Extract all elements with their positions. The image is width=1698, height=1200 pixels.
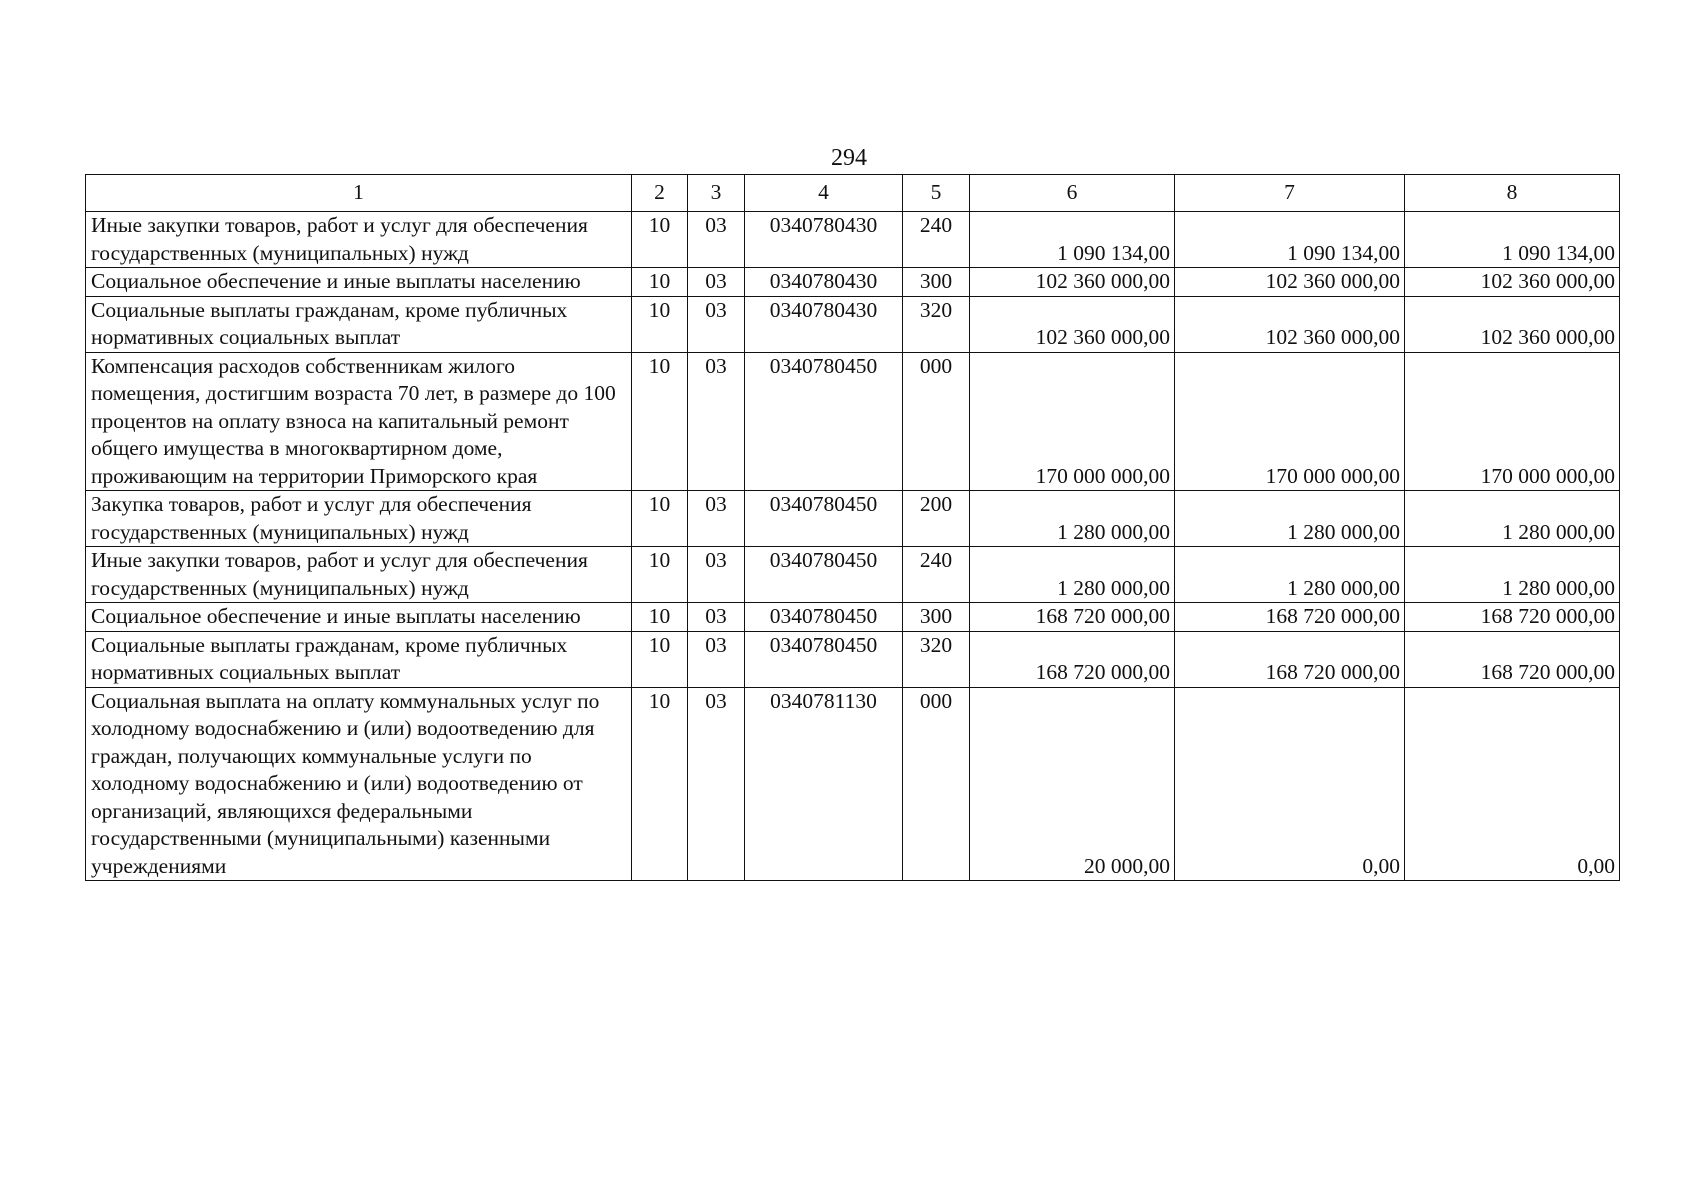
header-cell: 7 (1175, 175, 1405, 212)
table-row (86, 687, 1620, 881)
amount-cell-col6: 1 280 000,00 (970, 491, 1175, 547)
amount-cell-col7: 1 280 000,00 (1175, 547, 1405, 603)
amount-cell-col7: 1 090 134,00 (1175, 212, 1405, 268)
amount-cell-col7: 102 360 000,00 (1175, 268, 1405, 297)
target-article-cell: 0340780450 (745, 603, 903, 632)
subsection-code-cell: 03 (688, 603, 745, 632)
amount-cell-col8: 1 280 000,00 (1405, 491, 1620, 547)
section-code-cell: 10 (632, 603, 688, 632)
row-name-cell: Иные закупки товаров, работ и услуг для обеспечения государственных (муниципальных) нужд (86, 547, 632, 603)
section-code-cell: 10 (632, 687, 688, 881)
expense-type-cell: 320 (903, 296, 970, 352)
section-code-cell: 10 (632, 547, 688, 603)
table-row (86, 547, 1620, 603)
table-row (86, 603, 1620, 632)
amount-cell-col6: 170 000 000,00 (970, 352, 1175, 491)
header-cell: 8 (1405, 175, 1620, 212)
amount-cell-col7: 0,00 (1175, 687, 1405, 881)
expense-type-cell: 300 (903, 603, 970, 632)
amount-cell-col8: 1 090 134,00 (1405, 212, 1620, 268)
expense-type-cell: 240 (903, 547, 970, 603)
section-code-cell: 10 (632, 631, 688, 687)
target-article-cell: 0340780430 (745, 296, 903, 352)
budget-table (85, 174, 1620, 881)
amount-cell-col8: 102 360 000,00 (1405, 268, 1620, 297)
amount-cell-col8: 168 720 000,00 (1405, 603, 1620, 632)
amount-cell-col6: 102 360 000,00 (970, 268, 1175, 297)
target-article-cell: 0340780430 (745, 212, 903, 268)
table-row (86, 491, 1620, 547)
table-row (86, 631, 1620, 687)
amount-cell-col6: 168 720 000,00 (970, 603, 1175, 632)
row-name-cell: Иные закупки товаров, работ и услуг для обеспечения государственных (муниципальных) нужд (86, 212, 632, 268)
amount-cell-col6: 1 090 134,00 (970, 212, 1175, 268)
header-cell: 1 (86, 175, 632, 212)
amount-cell-col8: 102 360 000,00 (1405, 296, 1620, 352)
row-name-cell: Закупка товаров, работ и услуг для обеспечения государственных (муниципальных) нужд (86, 491, 632, 547)
amount-cell-col6: 1 280 000,00 (970, 547, 1175, 603)
amount-cell-col8: 0,00 (1405, 687, 1620, 881)
row-name-cell: Компенсация расходов собственникам жилого помещения, достигшим возраста 70 лет, в размере до 100 процентов на оплату взноса на капитальный ремонт общего имущества в многоквартирном доме, проживающим на территории Приморского края (86, 352, 632, 491)
amount-cell-col7: 170 000 000,00 (1175, 352, 1405, 491)
expense-type-cell: 240 (903, 212, 970, 268)
subsection-code-cell: 03 (688, 268, 745, 297)
amount-cell-col8: 168 720 000,00 (1405, 631, 1620, 687)
target-article-cell: 0340781130 (745, 687, 903, 881)
subsection-code-cell: 03 (688, 631, 745, 687)
expense-type-cell: 000 (903, 687, 970, 881)
target-article-cell: 0340780430 (745, 268, 903, 297)
row-name-cell: Социальные выплаты гражданам, кроме публичных нормативных социальных выплат (86, 631, 632, 687)
header-cell: 3 (688, 175, 745, 212)
amount-cell-col7: 1 280 000,00 (1175, 491, 1405, 547)
target-article-cell: 0340780450 (745, 547, 903, 603)
header-cell: 5 (903, 175, 970, 212)
expense-type-cell: 200 (903, 491, 970, 547)
amount-cell-col8: 170 000 000,00 (1405, 352, 1620, 491)
expense-type-cell: 320 (903, 631, 970, 687)
row-name-cell: Социальное обеспечение и иные выплаты населению (86, 268, 632, 297)
expense-type-cell: 000 (903, 352, 970, 491)
header-cell: 6 (970, 175, 1175, 212)
subsection-code-cell: 03 (688, 212, 745, 268)
amount-cell-col6: 102 360 000,00 (970, 296, 1175, 352)
subsection-code-cell: 03 (688, 491, 745, 547)
row-name-cell: Социальные выплаты гражданам, кроме публичных нормативных социальных выплат (86, 296, 632, 352)
header-cell: 4 (745, 175, 903, 212)
section-code-cell: 10 (632, 491, 688, 547)
row-name-cell: Социальное обеспечение и иные выплаты населению (86, 603, 632, 632)
subsection-code-cell: 03 (688, 687, 745, 881)
table-row (86, 296, 1620, 352)
row-name-cell: Социальная выплата на оплату коммунальных услуг по холодному водоснабжению и (или) водоотведению для граждан, получающих коммунальные услуги по холодному водоснабжению и (или) водоотведению от организаций, являющихся федеральными государственными (муниципальными) казенными учреждениями (86, 687, 632, 881)
target-article-cell: 0340780450 (745, 352, 903, 491)
amount-cell-col6: 20 000,00 (970, 687, 1175, 881)
amount-cell-col7: 102 360 000,00 (1175, 296, 1405, 352)
table-row (86, 268, 1620, 297)
target-article-cell: 0340780450 (745, 631, 903, 687)
table-header-row (86, 175, 1620, 212)
section-code-cell: 10 (632, 268, 688, 297)
amount-cell-col7: 168 720 000,00 (1175, 603, 1405, 632)
amount-cell-col7: 168 720 000,00 (1175, 631, 1405, 687)
table-row (86, 352, 1620, 491)
subsection-code-cell: 03 (688, 547, 745, 603)
subsection-code-cell: 03 (688, 352, 745, 491)
section-code-cell: 10 (632, 296, 688, 352)
section-code-cell: 10 (632, 212, 688, 268)
page-number: 294 (831, 145, 867, 171)
expense-type-cell: 300 (903, 268, 970, 297)
amount-cell-col8: 1 280 000,00 (1405, 547, 1620, 603)
section-code-cell: 10 (632, 352, 688, 491)
target-article-cell: 0340780450 (745, 491, 903, 547)
subsection-code-cell: 03 (688, 296, 745, 352)
amount-cell-col6: 168 720 000,00 (970, 631, 1175, 687)
table-row (86, 212, 1620, 268)
header-cell: 2 (632, 175, 688, 212)
